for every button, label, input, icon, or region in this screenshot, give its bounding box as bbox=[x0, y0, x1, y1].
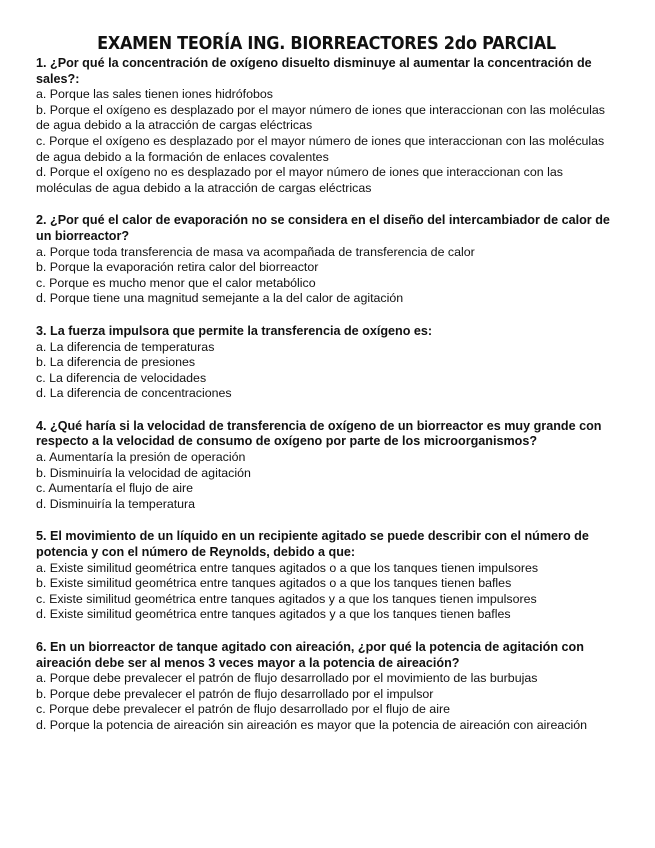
option-list bbox=[36, 561, 617, 623]
option-a: a. Porque las sales tienen iones hidrófobos bbox=[36, 87, 273, 102]
option-list bbox=[36, 87, 617, 196]
question-text: 2. ¿Por qué el calor de evaporación no se considera en el diseño del intercambiador de calor de un biorreactor? bbox=[36, 213, 610, 243]
exam-title: EXAMEN TEORÍA ING. BIORREACTORES 2do PARCIAL bbox=[97, 34, 556, 54]
question-1 bbox=[36, 56, 617, 196]
option-b: b. Disminuiría la velocidad de agitación bbox=[36, 465, 251, 480]
question-text: 3. La fuerza impulsora que permite la transferencia de oxígeno es: bbox=[36, 323, 433, 338]
question-text: 4. ¿Qué haría si la velocidad de transferencia de oxígeno de un biorreactor es muy grande con respecto a la velocidad de consumo de oxígeno por parte de los microorganismos? bbox=[36, 418, 602, 449]
option-d: d. Existe similitud geométrica entre tanques agitados y a que los tanques tienen bafles bbox=[36, 607, 511, 622]
option-d: d. Porque la potencia de aireación sin aireación es mayor que la potencia de aireación con aireación bbox=[36, 717, 588, 732]
option-d: d. Disminuiría la temperatura bbox=[36, 496, 196, 511]
question-text: 1. ¿Por qué la concentración de oxígeno disuelto disminuye al aumentar la concentración de sales?: bbox=[36, 56, 592, 86]
option-b: b. Porque debe prevalecer el patrón de flujo desarrollado por el impulsor bbox=[36, 686, 434, 701]
option-list bbox=[36, 245, 617, 307]
option-list bbox=[36, 671, 617, 733]
option-d: d. Porque el oxígeno no es desplazado por el mayor número de iones que interaccionan con las moléculas de agua debido a la atracción de cargas eléctricas bbox=[36, 165, 563, 195]
option-a: a. Porque debe prevalecer el patrón de flujo desarrollado por el movimiento de las burbujas bbox=[36, 671, 538, 686]
option-a: a. Existe similitud geométrica entre tanques agitados o a que los tanques tienen impulsores bbox=[36, 560, 539, 575]
option-c: c. La diferencia de velocidades bbox=[36, 370, 207, 385]
option-c: c. Aumentaría el flujo de aire bbox=[36, 481, 194, 496]
option-c: c. Porque es mucho menor que el calor metabólico bbox=[36, 275, 316, 290]
question-3 bbox=[36, 324, 617, 402]
option-d: d. La diferencia de concentraciones bbox=[36, 386, 232, 401]
option-list bbox=[36, 340, 617, 402]
option-d: d. Porque tiene una magnitud semejante a la del calor de agitación bbox=[36, 291, 404, 306]
question-4 bbox=[36, 419, 617, 513]
question-text: 6. En un biorreactor de tanque agitado con aireación, ¿por qué la potencia de agitación con aireación debe ser al menos 3 veces mayor a la potencia de aireación? bbox=[36, 640, 584, 670]
option-a: a. Porque toda transferencia de masa va acompañada de transferencia de calor bbox=[36, 244, 475, 259]
option-list bbox=[36, 450, 617, 512]
option-b: b. Porque el oxígeno es desplazado por el mayor número de iones que interaccionan con las moléculas de agua debido a la atracción de cargas eléctricas bbox=[36, 102, 605, 133]
option-b: b. Existe similitud geométrica entre tanques agitados o a que los tanques tienen bafles bbox=[36, 576, 512, 591]
option-b: b. Porque la evaporación retira calor del biorreactor bbox=[36, 260, 319, 275]
option-c: c. Porque el oxígeno es desplazado por el mayor número de iones que interaccionan con las moléculas de agua debido a la formación de enlaces covalentes bbox=[36, 133, 605, 164]
option-a: a. La diferencia de temperaturas bbox=[36, 339, 215, 354]
question-6 bbox=[36, 640, 617, 734]
question-2 bbox=[36, 213, 617, 307]
option-a: a. Aumentaría la presión de operación bbox=[36, 450, 246, 465]
option-c: c. Porque debe prevalecer el patrón de flujo desarrollado por el flujo de aire bbox=[36, 702, 450, 717]
question-5 bbox=[36, 529, 617, 623]
question-text: 5. El movimiento de un líquido en un recipiente agitado se puede describir con el número de potencia y con el número de Reynolds, debido a que: bbox=[36, 529, 589, 560]
option-c: c. Existe similitud geométrica entre tanques agitados y a que los tanques tienen impulsores bbox=[36, 591, 537, 606]
option-b: b. La diferencia de presiones bbox=[36, 355, 196, 370]
